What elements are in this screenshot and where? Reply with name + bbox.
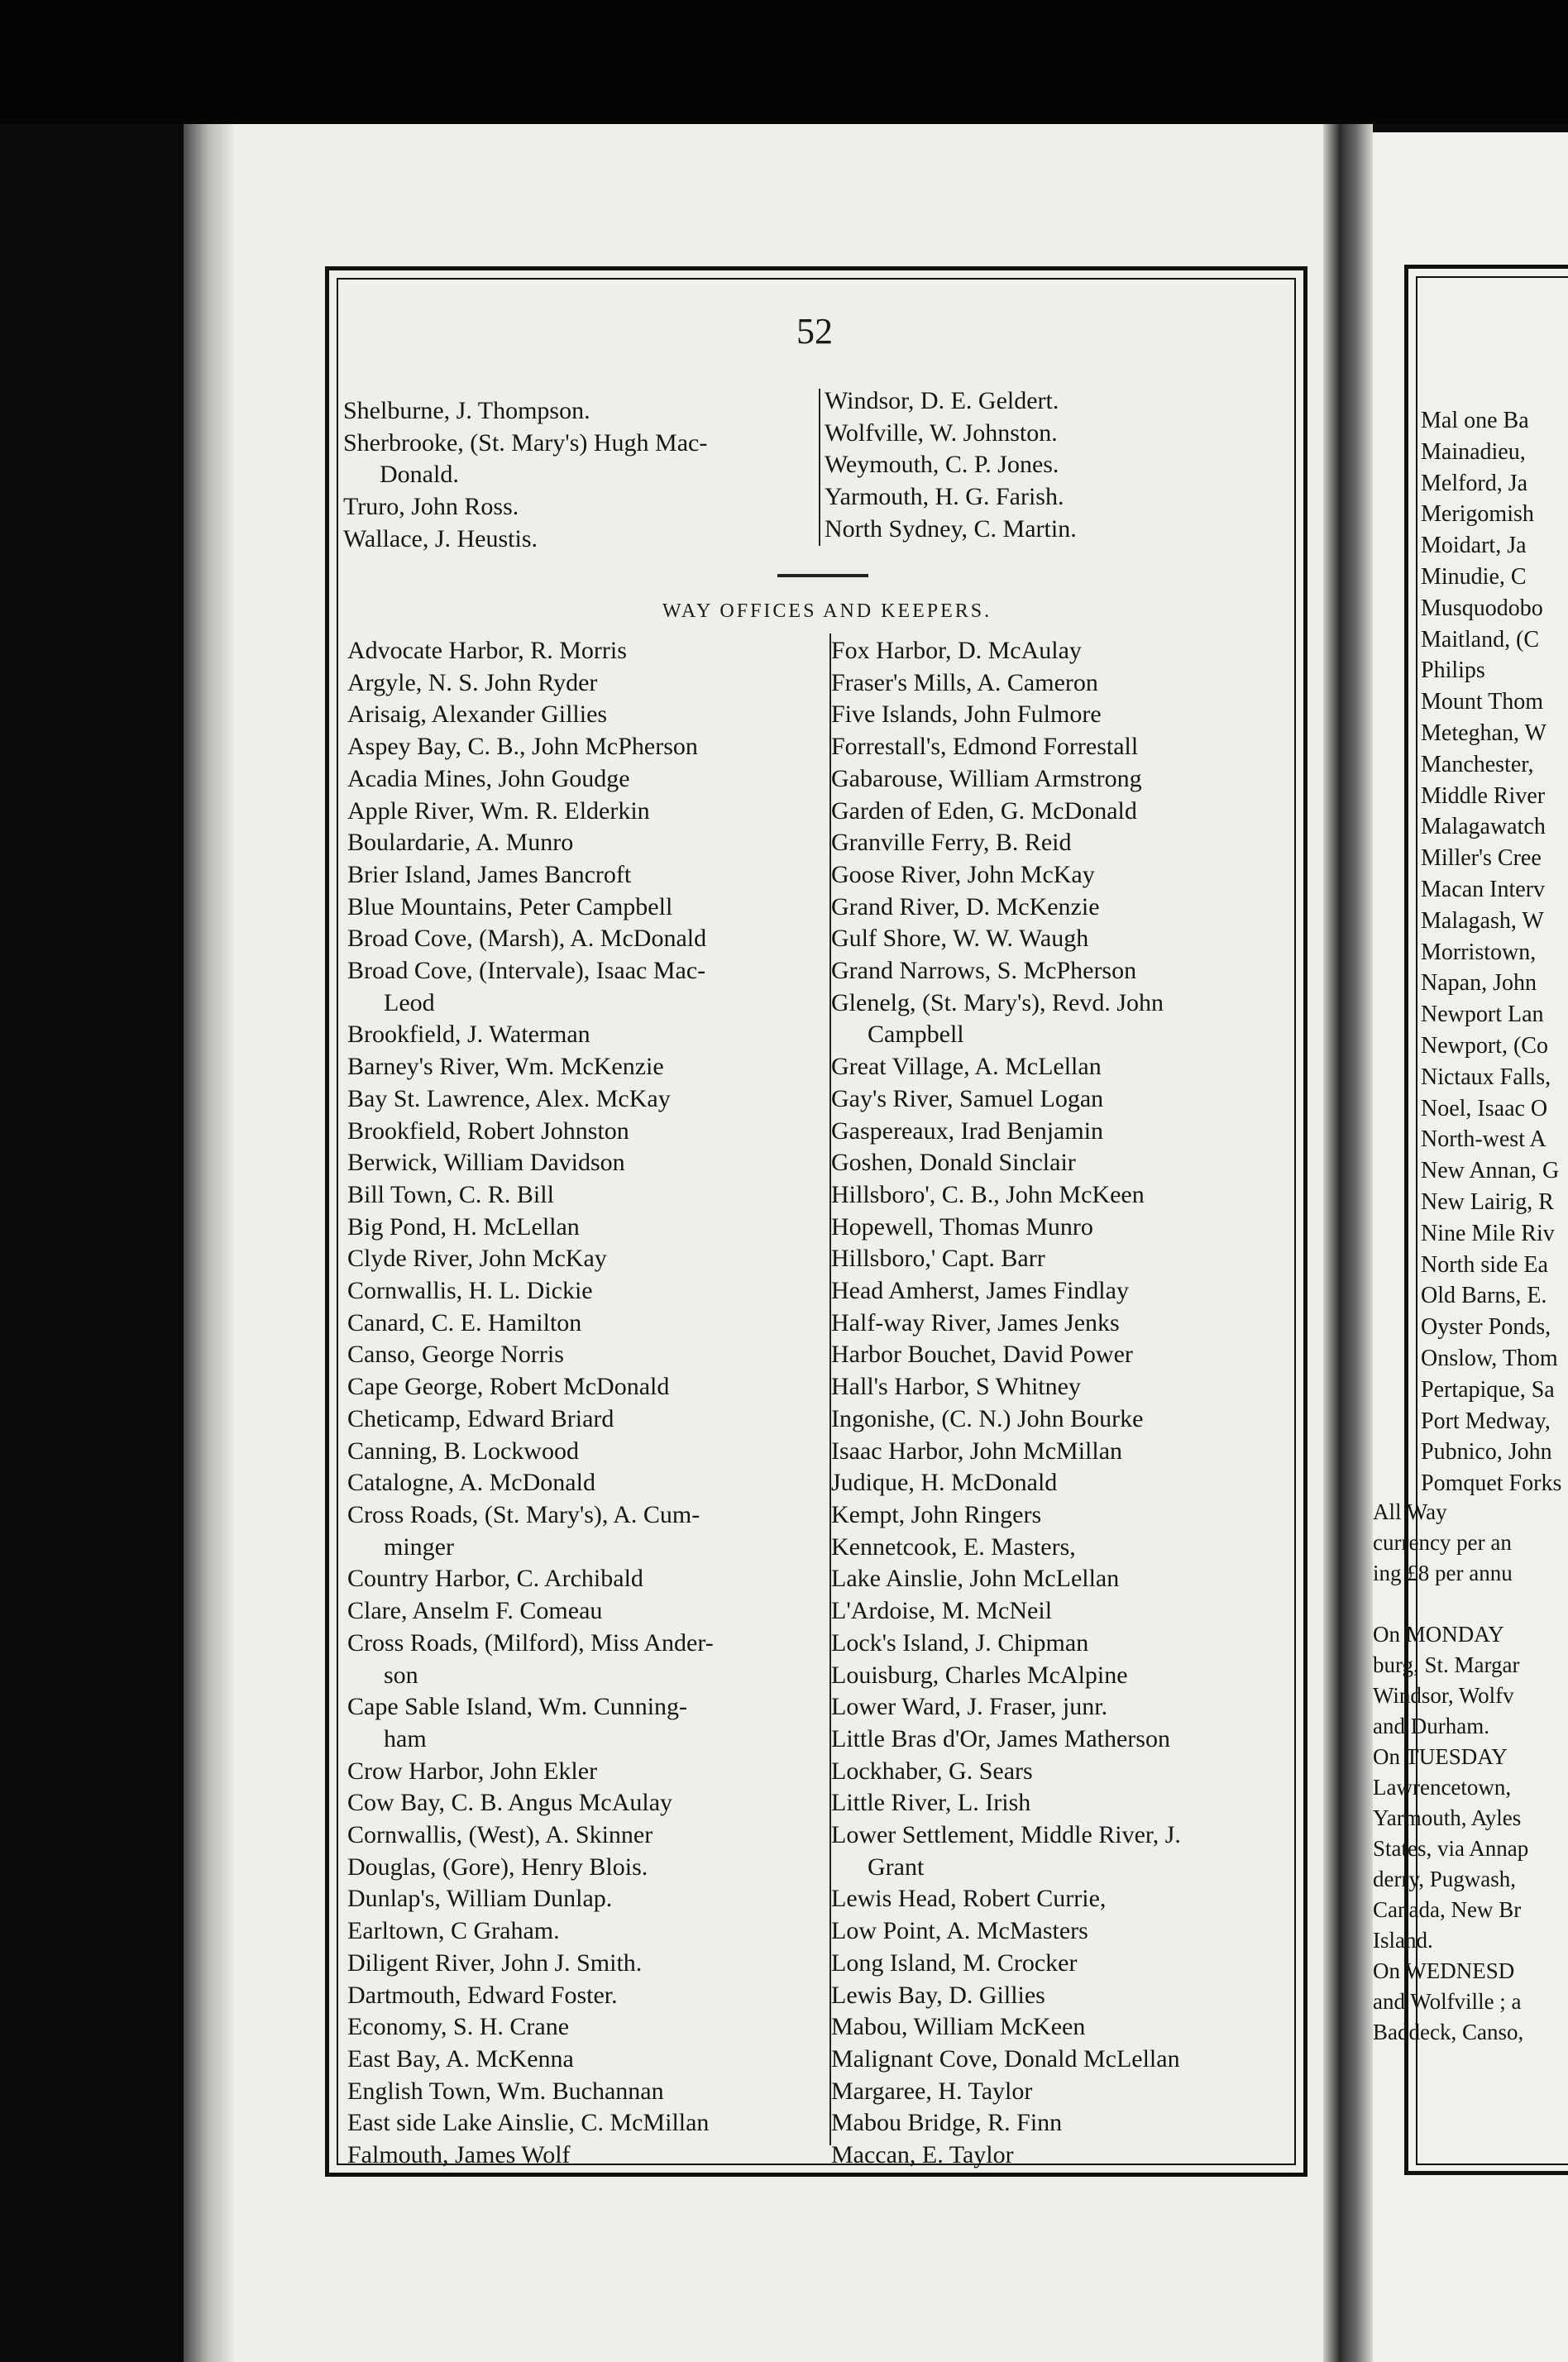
- entry: Lower Settlement, Middle River, J.: [831, 1821, 1181, 1849]
- entry: Kennetcook, E. Masters,: [831, 1532, 1076, 1561]
- right-page-line: States, via Annap: [1373, 1836, 1529, 1861]
- right-page-line: currency per an: [1373, 1530, 1512, 1555]
- entry: Big Pond, H. McLellan: [347, 1212, 580, 1241]
- entry: Mabou Bridge, R. Finn: [831, 2109, 1063, 2137]
- right-page-line: and Durham.: [1373, 1714, 1489, 1738]
- entry-continuation: minger: [384, 1532, 454, 1561]
- right-page-line: Mainadieu,: [1421, 438, 1526, 465]
- entry: Diligent River, John J. Smith.: [347, 1948, 643, 1977]
- entry: Harbor Bouchet, David Power: [831, 1341, 1133, 1369]
- right-page-line: Mal one Ba: [1421, 408, 1529, 433]
- scan-top-shadow: [0, 0, 1568, 124]
- right-page-line: Middle River: [1421, 782, 1546, 809]
- right-page-line: Nine Mile Riv: [1421, 1220, 1555, 1246]
- entry-continuation: Grant: [868, 1853, 925, 1881]
- entry: Canning, B. Lockwood: [347, 1437, 579, 1465]
- entry: Hopewell, Thomas Munro: [831, 1212, 1093, 1241]
- entry: English Town, Wm. Buchannan: [347, 2077, 664, 2105]
- entry: Boulardarie, A. Munro: [347, 829, 574, 857]
- entry: Sherbrooke, (St. Mary's) Hugh Mac-: [343, 428, 708, 457]
- entry: Goshen, Donald Sinclair: [831, 1149, 1076, 1177]
- section-heading: WAY OFFICES AND KEEPERS.: [662, 600, 992, 622]
- entry: Garden of Eden, G. McDonald: [831, 796, 1137, 825]
- right-page-line: Lawrencetown,: [1373, 1775, 1512, 1800]
- right-page-line: ing £8 per annu: [1373, 1561, 1513, 1585]
- right-page-line: Nictaux Falls,: [1421, 1064, 1551, 1090]
- right-page-line: Island.: [1373, 1928, 1433, 1953]
- entry: Arisaig, Alexander Gillies: [347, 700, 608, 729]
- entry: Hillsboro', C. B., John McKeen: [831, 1180, 1145, 1208]
- right-page-line: Philips: [1421, 657, 1485, 684]
- entry-continuation: ham: [384, 1724, 427, 1752]
- top-list-right: [825, 385, 1205, 546]
- right-page-line: Musquodobo: [1421, 595, 1543, 621]
- entry: Yarmouth, H. G. Farish.: [825, 483, 1064, 511]
- entry: Earltown, C Graham.: [347, 1917, 560, 1945]
- entry: North Sydney, C. Martin.: [825, 514, 1077, 543]
- right-page-line: Onslow, Thom: [1421, 1345, 1558, 1371]
- entry: Louisburg, Charles McAlpine: [831, 1661, 1128, 1689]
- entry: Wolfville, W. Johnston.: [825, 418, 1058, 447]
- right-page-line: Napan, John: [1421, 970, 1537, 997]
- entry: Catalogne, A. McDonald: [347, 1469, 595, 1497]
- right-page-line: New Lairig, R: [1421, 1188, 1554, 1215]
- entry: Cross Roads, (St. Mary's), A. Cum-: [347, 1500, 700, 1528]
- entry: Lake Ainslie, John McLellan: [831, 1565, 1120, 1593]
- entry: East Bay, A. McKenna: [347, 2044, 574, 2073]
- entry: Forrestall's, Edmond Forrestall: [831, 733, 1139, 761]
- right-page-line: Baddeck, Canso,: [1373, 2020, 1524, 2044]
- entry: East side Lake Ainslie, C. McMillan: [347, 2109, 710, 2137]
- entry: Shelburne, J. Thompson.: [343, 397, 590, 424]
- right-page-line: On TUESDAY: [1373, 1744, 1508, 1769]
- column-divider-top: [819, 389, 820, 546]
- right-page-list: [1421, 405, 1568, 1499]
- right-page-line: Morristown,: [1421, 939, 1537, 965]
- entry: Barney's River, Wm. McKenzie: [347, 1053, 664, 1081]
- entry: L'Ardoise, M. McNeil: [831, 1597, 1053, 1625]
- entry: Cape Sable Island, Wm. Cunning-: [347, 1693, 688, 1721]
- right-page-line: North side Ea: [1421, 1251, 1548, 1278]
- entry-continuation: Leod: [384, 988, 435, 1016]
- entry: Brier Island, James Bancroft: [347, 860, 632, 888]
- page-number: 52: [796, 311, 833, 351]
- section-divider: [777, 574, 868, 577]
- right-page-line: Melford, Ja: [1421, 470, 1528, 496]
- entry: Ingonishe, (C. N.) John Bourke: [831, 1404, 1144, 1432]
- entry: Advocate Harbor, R. Morris: [347, 637, 627, 664]
- entry: Clyde River, John McKay: [347, 1245, 607, 1273]
- right-page-line: Newport Lan: [1421, 1002, 1544, 1028]
- entry: Mabou, William McKeen: [831, 2013, 1086, 2041]
- right-page-line: Newport, (Co: [1421, 1032, 1548, 1059]
- right-page-line: On MONDAY: [1373, 1622, 1504, 1647]
- top-list-left: [343, 395, 815, 556]
- entry: Lockhaber, G. Sears: [831, 1757, 1033, 1785]
- entry: Five Islands, John Fulmore: [831, 700, 1102, 729]
- entry: Bill Town, C. R. Bill: [347, 1180, 554, 1208]
- entry: Blue Mountains, Peter Campbell: [347, 892, 673, 920]
- entry: Gay's River, Samuel Logan: [831, 1084, 1104, 1112]
- right-page-line: Yarmouth, Ayles: [1373, 1805, 1522, 1830]
- right-page-line: Malagawatch: [1421, 814, 1546, 840]
- way-offices-left-column: [347, 635, 831, 2172]
- entry: Little Bras d'Or, James Matherson: [831, 1724, 1170, 1752]
- entry: Broad Cove, (Marsh), A. McDonald: [347, 925, 707, 953]
- right-page-line: Oyster Ponds,: [1421, 1314, 1551, 1341]
- right-page-line: Old Barns, E.: [1421, 1283, 1547, 1309]
- entry: Grand Narrows, S. McPherson: [831, 957, 1137, 985]
- entry: Lower Ward, J. Fraser, junr.: [831, 1693, 1108, 1721]
- entry: Clare, Anselm F. Comeau: [347, 1597, 603, 1625]
- entry: Lewis Bay, D. Gillies: [831, 1981, 1045, 2009]
- entry: Brookfield, Robert Johnston: [347, 1116, 629, 1145]
- right-page-line: derry, Pugwash,: [1373, 1867, 1516, 1891]
- right-page-line: Canada, New Br: [1373, 1897, 1522, 1922]
- entry: Low Point, A. McMasters: [831, 1917, 1088, 1945]
- entry: Great Village, A. McLellan: [831, 1053, 1102, 1081]
- entry: Granville Ferry, B. Reid: [831, 829, 1072, 857]
- entry: Lock's Island, J. Chipman: [831, 1628, 1089, 1657]
- entry: Argyle, N. S. John Ryder: [347, 668, 598, 696]
- entry-continuation: Campbell: [868, 1021, 964, 1049]
- entry: Lewis Head, Robert Currie,: [831, 1885, 1107, 1913]
- entry: Brookfield, J. Waterman: [347, 1021, 590, 1049]
- entry: Goose River, John McKay: [831, 860, 1095, 888]
- entry: Country Harbor, C. Archibald: [347, 1565, 643, 1593]
- entry: Wallace, J. Heustis.: [343, 524, 538, 552]
- right-page-line: burg, St. Margar: [1373, 1652, 1520, 1677]
- page-edge-shadow: [184, 124, 233, 2362]
- entry: Little River, L. Irish: [831, 1789, 1031, 1817]
- right-page-line: Maitland, (C: [1421, 626, 1540, 653]
- entry: Windsor, D. E. Geldert.: [825, 387, 1059, 414]
- entry: Malignant Cove, Donald McLellan: [831, 2044, 1180, 2073]
- entry: Hillsboro,' Capt. Barr: [831, 1245, 1045, 1273]
- right-page-line: Windsor, Wolfv: [1373, 1683, 1514, 1708]
- right-page-line: [1373, 1589, 1568, 1619]
- entry: Long Island, M. Crocker: [831, 1948, 1078, 1977]
- entry-continuation: son: [384, 1661, 418, 1689]
- entry: Crow Harbor, John Ekler: [347, 1757, 598, 1785]
- entry: Gaspereaux, Irad Benjamin: [831, 1116, 1104, 1145]
- right-page-line: On WEDNESD: [1373, 1958, 1515, 1983]
- right-page-line: Malagash, W: [1421, 907, 1544, 934]
- right-page-line: Pomquet Forks: [1421, 1470, 1562, 1497]
- right-page-line: All Way: [1373, 1499, 1447, 1524]
- right-page-notes: [1373, 1497, 1568, 2048]
- right-page-line: Miller's Cree: [1421, 845, 1542, 872]
- entry: Fraser's Mills, A. Cameron: [831, 668, 1098, 696]
- entry: Cape George, Robert McDonald: [347, 1373, 670, 1401]
- entry: Aspey Bay, C. B., John McPherson: [347, 733, 698, 761]
- entry: Douglas, (Gore), Henry Blois.: [347, 1853, 648, 1881]
- entry: Cornwallis, (West), A. Skinner: [347, 1821, 653, 1849]
- entry: Gulf Shore, W. W. Waugh: [831, 925, 1089, 953]
- right-page-line: Macan Interv: [1421, 876, 1546, 902]
- entry: Canso, George Norris: [347, 1341, 564, 1369]
- entry: Margaree, H. Taylor: [831, 2077, 1033, 2105]
- entry: Apple River, Wm. R. Elderkin: [347, 796, 650, 825]
- entry: Berwick, William Davidson: [347, 1149, 625, 1177]
- right-page-line: New Annan, G: [1421, 1158, 1560, 1184]
- entry: Cross Roads, (Milford), Miss Ander-: [347, 1628, 714, 1657]
- right-page-line: Moidart, Ja: [1421, 533, 1527, 559]
- right-page-line: Merigomish: [1421, 501, 1534, 528]
- way-offices-right-column: [831, 635, 1311, 2172]
- book-gutter: [1323, 124, 1373, 2362]
- entry: Dartmouth, Edward Foster.: [347, 1981, 618, 2009]
- right-page-line: and Wolfville ; a: [1373, 1989, 1522, 2014]
- entry: Canard, C. E. Hamilton: [347, 1308, 582, 1336]
- entry: Acadia Mines, John Goudge: [347, 764, 630, 792]
- right-page-line: Pertapique, Sa: [1421, 1376, 1555, 1403]
- entry: Cow Bay, C. B. Angus McAulay: [347, 1789, 673, 1817]
- entry: Maccan, E. Taylor: [831, 2141, 1014, 2169]
- entry: Fox Harbor, D. McAulay: [831, 637, 1082, 664]
- entry: Glenelg, (St. Mary's), Revd. John: [831, 988, 1164, 1016]
- entry: Broad Cove, (Intervale), Isaac Mac-: [347, 957, 706, 985]
- entry: Half-way River, James Jenks: [831, 1308, 1120, 1336]
- entry: Grand River, D. McKenzie: [831, 892, 1100, 920]
- entry: Isaac Harbor, John McMillan: [831, 1437, 1123, 1465]
- entry: Kempt, John Ringers: [831, 1500, 1042, 1528]
- entry: Head Amherst, James Findlay: [831, 1277, 1129, 1305]
- right-page-line: Noel, Isaac O: [1421, 1095, 1548, 1121]
- entry: Economy, S. H. Crane: [347, 2013, 570, 2041]
- entry-continuation: Donald.: [380, 461, 459, 489]
- entry: Judique, H. McDonald: [831, 1469, 1058, 1497]
- entry: Cheticamp, Edward Briard: [347, 1404, 614, 1432]
- entry: Truro, John Ross.: [343, 493, 519, 521]
- right-page-line: Minudie, C: [1421, 563, 1527, 590]
- right-page-line: Manchester,: [1421, 751, 1534, 777]
- right-page-line: Mount Thom: [1421, 689, 1544, 715]
- entry: Weymouth, C. P. Jones.: [825, 451, 1059, 479]
- entry: Cornwallis, H. L. Dickie: [347, 1277, 593, 1305]
- right-page-line: Port Medway,: [1421, 1408, 1551, 1434]
- entry: Dunlap's, William Dunlap.: [347, 1885, 613, 1913]
- entry: Bay St. Lawrence, Alex. McKay: [347, 1084, 671, 1112]
- right-page-line: Meteghan, W: [1421, 720, 1546, 746]
- entry: Falmouth, James Wolf: [347, 2141, 571, 2169]
- entry: Hall's Harbor, S Whitney: [831, 1373, 1081, 1401]
- entry: Gabarouse, William Armstrong: [831, 764, 1142, 792]
- right-page-line: Pubnico, John: [1421, 1439, 1552, 1465]
- right-page-line: North-west A: [1421, 1126, 1546, 1153]
